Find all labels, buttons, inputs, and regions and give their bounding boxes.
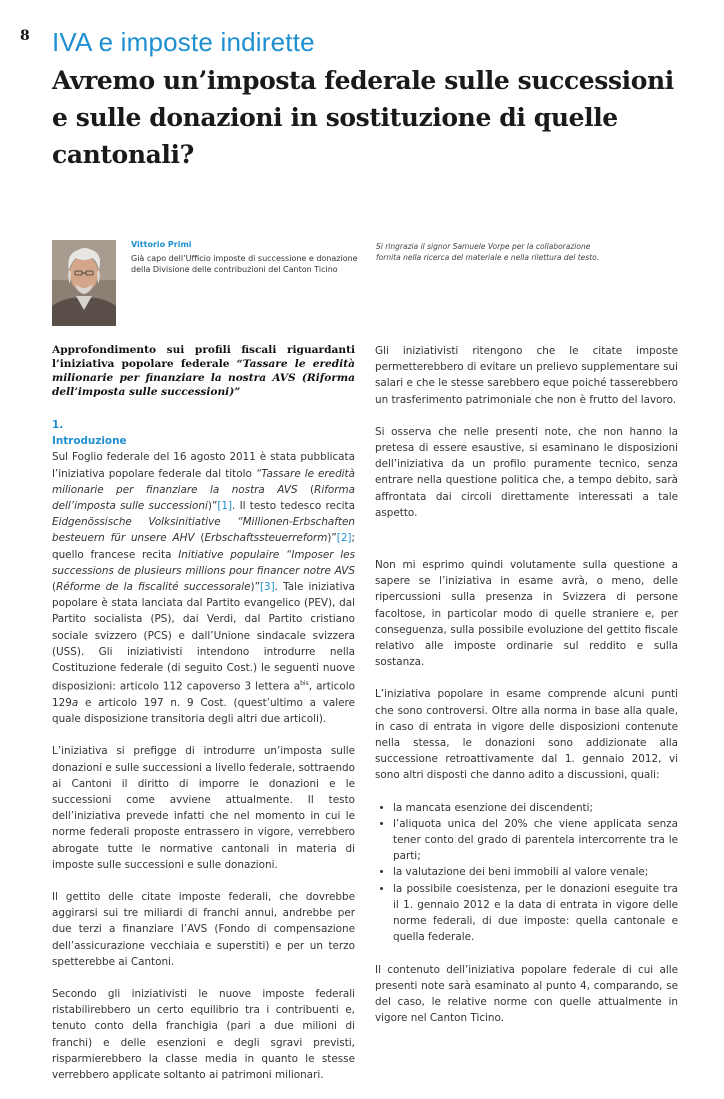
text-italic: Riforma dell’imposta sulle successioni (52, 483, 355, 513)
body-paragraph: L’iniziativa popolare in esame comprende alcuni punti che sono controversi. Oltre alla norma in base alla quale, in caso di entrata in vigore delle disposizioni contenute nella stessa, le donazioni sono addizionate alla successione retroattivamente dal 1. gennaio 2012, vi sono altri disposti che danno adito a discussioni, quali: (375, 688, 678, 782)
page-number: 8 (20, 28, 30, 44)
list-item: • la valutazione dei beni immobili al valore venale; (393, 864, 678, 880)
body-paragraph: Secondo gli iniziativisti le nuove imposte federali ristabilirebbero un certo equilibrio tra i contribuenti e, tenuto conto della franchigia (pari a due milioni di franchi) e delle esenzioni e degli sgravi previsti, risparmierebbero la classe media in quanto le stesse verrebbero applicate soltanto ai patrimoni milionari. (52, 987, 355, 1081)
text-italic: Initiative populaire “Imposer les successions de plusieurs millions pour financer notre AVS (52, 548, 355, 577)
author-name: Vittorio Primi (131, 240, 192, 249)
text-italic: “Tassare le eredità milionarie per finanziare la nostra AVS (52, 467, 355, 496)
author-portrait-icon (52, 240, 116, 326)
text-run: ( (297, 483, 315, 496)
section-number: 1. (52, 419, 64, 431)
bullet-list (375, 800, 678, 946)
list-item: • la mancata esenzione dei discendenti; (393, 800, 678, 816)
article-headline: Avremo un’imposta federale sulle successioni e sulle donazioni in sostituzione di quelle cantonali? (52, 66, 674, 169)
acknowledgement-note: Si ringrazia il signor Samuele Vorpe per la collaborazione fornita nella ricerca del materiale e nella rilettura del testo. (376, 242, 600, 262)
text-run: . Tale iniziativa popolare è stata lanciata dal Partito evangelico (PEV), dal Partito socialista (PS), dai Verdi, dal Partito cristiano sociale svizzero (PCS) e dall’Unione sindacale svizzera (USS). Gli iniziativisti intendono introdurre nella Costituzione federale (di seguito Cost.) le seguenti nuove disposizioni: articolo 112 capoverso 3 lettera a (52, 581, 356, 693)
body-paragraph: L’iniziativa si prefigge di introdurre un’imposta sulle donazioni e sulle successioni a livello federale, sottraendo ai Cantoni il diritto di imporre le donazioni e le successioni come avviene attualmente. Il testo dell’iniziativa prevede infatti che nel momento in cui le norme federali proposte entrassero in vigore, verrebbero abrogate tutte le normative cantonali in materia di imposte sulle successioni e sulle donazioni. (52, 745, 355, 871)
footnote-ref-link[interactable]: [3] (259, 581, 275, 594)
author-role: Già capo dell’Ufficio imposte di successione e donazione della Divisione delle contribuzioni del Canton Ticino (131, 254, 358, 274)
body-paragraph: Si osserva che nelle presenti note, che non hanno la pretesa di essere esaustive, si esaminano le disposizioni dell’iniziativa da un profilo puramente tecnico, senza entrare nella questione politica che, a tempo debito, sarà affrontata dai circoli direttamente interessati a tale aspetto. (375, 425, 678, 519)
right-column (375, 343, 678, 1042)
text-run: ( (194, 532, 205, 545)
section-title: IVA e imposte indirette (52, 27, 315, 57)
text-run: ( (52, 581, 57, 594)
text-italic: Eidgenössische Volksinitiative “Millionen-Erbschaften besteuern für unsere AHV (52, 516, 355, 545)
body-paragraph: Gli iniziativisti ritengono che le citate imposte permetterebbero di evitare un prelievo supplementare sui salari e che le stesse sarebbero eque poiché tasserebbero un trasferimento patrimoniale che non è frutto del lavoro. (375, 345, 678, 406)
text-run: Sul Foglio federale del 16 agosto 2011 è stata pubblicata l’iniziativa popolare federale dal titolo (52, 451, 355, 480)
body-paragraph: Non mi esprimo quindi volutamente sulla questione a sapere se l’iniziativa in esame avrà, o meno, delle ripercussioni sulla presenza in Svizzera di persone facoltose, in particolar modo di quelle straniere e, per conseguenza, sulla possibile evoluzione del gettito fiscale relativo alle imposte ordinarie sul reddito e sulla sostanza. (375, 559, 678, 669)
text-run: ; quello francese recita (52, 532, 355, 561)
abstract-lead: Approfondimento sui profili fiscali riguardanti l’iniziativa popolare federale (52, 344, 355, 370)
intro-paragraph (52, 449, 355, 727)
author-photo (52, 240, 116, 326)
text-italic: Erbschaftssteuerreform (204, 532, 328, 545)
section-heading: Introduzione (52, 435, 127, 448)
text-run: , articolo 129 (52, 680, 355, 709)
text-italic: a (71, 696, 79, 709)
superscript: bis (300, 680, 309, 688)
text-run: )” (250, 581, 260, 594)
abstract-italic: “Tassare le eredità milionarie per finanziare la nostra AVS (Riforma dell’imposta sulle successioni)” (52, 358, 355, 398)
text-run: )” (207, 500, 218, 513)
text-run: e articolo 197 n. 9 Cost. (quest’ultimo a valere quale disposizione transitoria degli altri due articoli). (52, 696, 355, 726)
text-run: . Il testo tedesco recita (232, 500, 355, 513)
body-paragraph: Il gettito delle citate imposte federali, che dovrebbe aggirarsi sui tre miliardi di franchi annui, andrebbe per due terzi a finanziare l’AVS (Fondo di compensazione dell’assicurazione vecchiaia e superstiti) e per un terzo spetterebbe ai Cantoni. (52, 890, 355, 968)
footnote-ref-link[interactable]: [1] (217, 500, 233, 513)
article-abstract (52, 343, 355, 399)
footnote-ref-link[interactable]: [2] (336, 532, 352, 545)
text-run: )” (327, 532, 337, 545)
left-column (52, 343, 355, 1099)
list-item: • la possibile coesistenza, per le donazioni eseguite tra il 1. gennaio 2012 e la data di entrata in vigore delle norme federali, di due imposte: quella cantonale e quella federale. (393, 881, 678, 946)
text-italic: Réforme de la fiscalité successorale (56, 581, 251, 594)
list-item: • l’aliquota unica del 20% che viene applicata senza tener conto del grado di parentela intercorrente tra le parti; (393, 816, 678, 865)
body-paragraph: Il contenuto dell’iniziativa popolare federale di cui alle presenti note sarà esaminato al punto 4, comparando, se del caso, le relative norme con quelle attualmente in vigore nel Canton Ticino. (375, 963, 678, 1025)
